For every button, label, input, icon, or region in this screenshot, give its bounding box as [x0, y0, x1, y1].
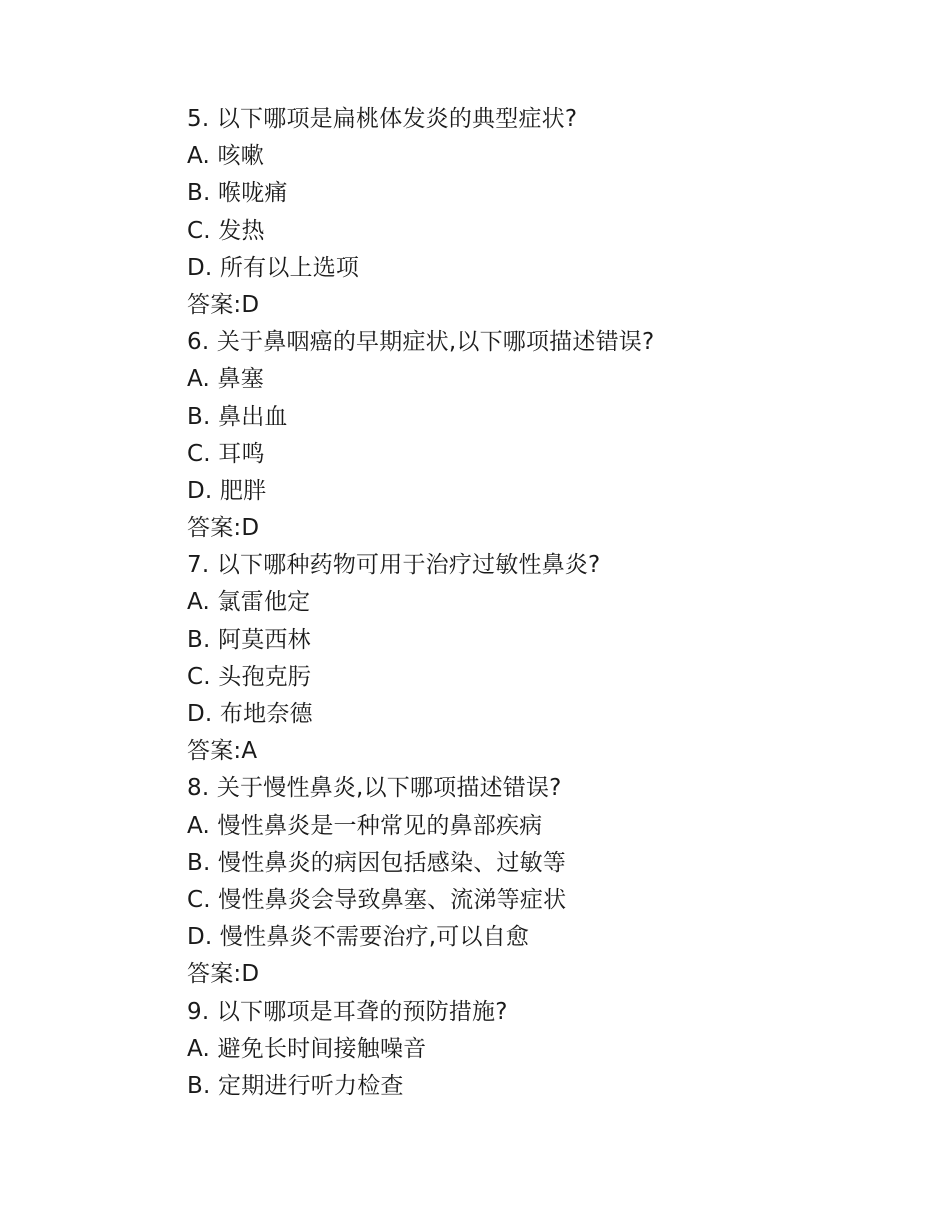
option-item: A. 鼻塞: [187, 366, 264, 393]
option-item: B. 慢性鼻炎的病因包括感染、过敏等: [187, 849, 567, 876]
question-text: 6. 关于鼻咽癌的早期症状,以下哪项描述错误?: [187, 329, 655, 356]
option-item: A. 咳嗽: [187, 143, 264, 170]
option-item: B. 鼻出血: [187, 403, 288, 430]
option-item: B. 定期进行听力检查: [187, 1072, 404, 1099]
option-item: C. 发热: [187, 217, 265, 244]
option-item: D. 布地奈德: [187, 701, 313, 727]
question-text: 5. 以下哪项是扁桃体发炎的典型症状?: [187, 106, 578, 132]
option-item: D. 所有以上选项: [187, 254, 360, 281]
question-text: 7. 以下哪种药物可用于治疗过敏性鼻炎?: [187, 552, 601, 579]
option-item: D. 慢性鼻炎不需要治疗,可以自愈: [187, 924, 530, 951]
question-list: [187, 101, 867, 1105]
option-item: C. 耳鸣: [187, 440, 265, 467]
answer-text: 答案:D: [187, 961, 260, 988]
answer-text: 答案:A: [187, 738, 258, 765]
option-item: A. 慢性鼻炎是一种常见的鼻部疾病: [187, 812, 543, 839]
answer-text: 答案:D: [187, 515, 260, 542]
option-item: A. 氯雷他定: [187, 589, 311, 616]
option-item: B. 喉咙痛: [187, 180, 288, 207]
answer-text: 答案:D: [187, 291, 260, 318]
option-item: B. 阿莫西林: [187, 626, 311, 653]
option-item: C. 头孢克肟: [187, 663, 312, 690]
option-item: D. 肥胖: [187, 477, 267, 504]
question-text: 9. 以下哪项是耳聋的预防措施?: [187, 998, 508, 1025]
option-item: C. 慢性鼻炎会导致鼻塞、流涕等症状: [187, 886, 567, 913]
option-item: A. 避免长时间接触噪音: [187, 1035, 427, 1062]
question-text: 8. 关于慢性鼻炎,以下哪项描述错误?: [187, 775, 562, 802]
